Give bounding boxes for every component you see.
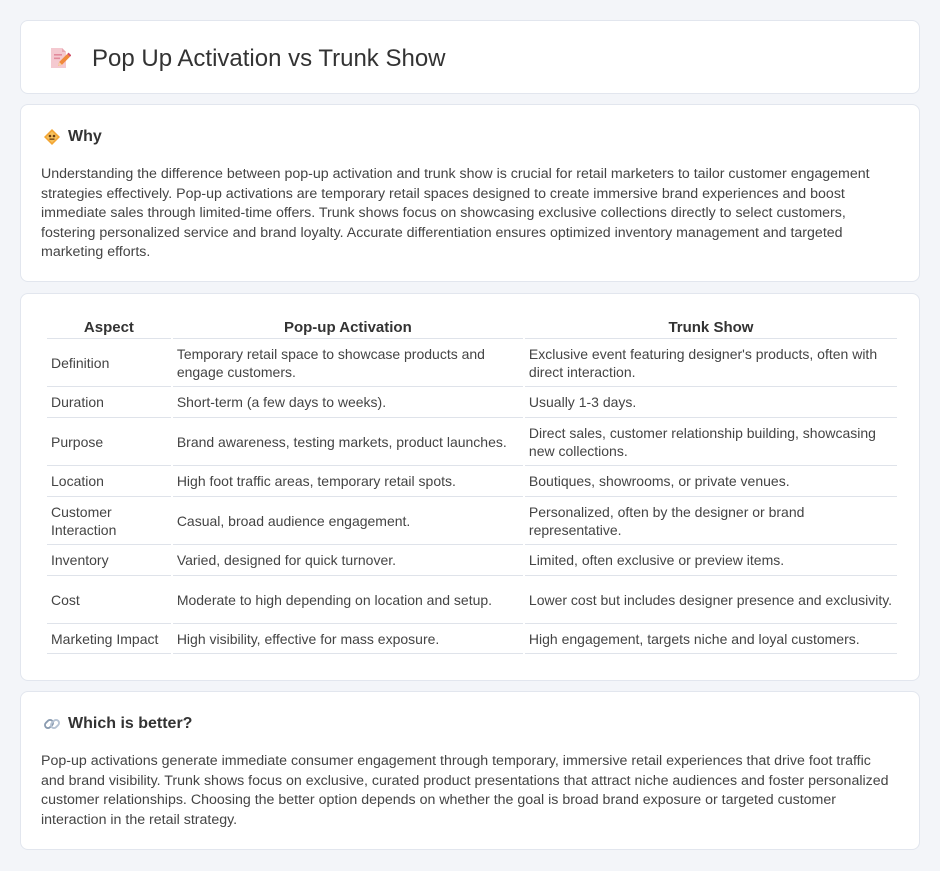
why-text: Understanding the difference between pop-up activation and trunk show is crucial for retail marketers to tailor customer engagement strategies effectively. Pop-up activations are temporary retail spaces designed to create immersive brand experiences and boost immediate sales through limited-time offers. Trunk shows focus on showcasing exclusive collections directly to select customers, fostering personalized service and brand loyalty. Accurate differentiation ensures optimized inventory management and targeted marketing efforts. [41, 166, 870, 260]
cell-aspect: Definition [47, 338, 171, 386]
cell-popup: Varied, designed for quick turnover. [173, 544, 523, 575]
cell-aspect: Duration [47, 386, 171, 417]
why-heading: Why [68, 128, 102, 145]
table-header-row [47, 316, 897, 338]
table-row [47, 496, 897, 544]
header-aspect: Aspect [83, 319, 134, 336]
table-row [47, 465, 897, 496]
why-section [20, 104, 920, 282]
cell-trunk: Boutiques, showrooms, or private venues. [525, 465, 897, 496]
which-is-better-section [20, 691, 920, 850]
table-row [47, 338, 897, 386]
cell-trunk: Personalized, often by the designer or brand representative. [525, 496, 897, 544]
table-row [47, 417, 897, 465]
cell-trunk: Usually 1-3 days. [525, 386, 897, 417]
cell-aspect: Marketing Impact [47, 623, 171, 654]
cell-popup: Brand awareness, testing markets, product launches. [173, 417, 523, 465]
cell-popup: Short-term (a few days to weeks). [173, 386, 523, 417]
table-row [47, 623, 897, 654]
header-popup: Pop-up Activation [283, 319, 412, 336]
cell-aspect: Customer Interaction [47, 496, 171, 544]
cell-trunk: Limited, often exclusive or preview items. [525, 544, 897, 575]
cell-popup: Casual, broad audience engagement. [173, 496, 523, 544]
cell-aspect: Location [47, 465, 171, 496]
cell-trunk: Lower cost but includes designer presence and exclusivity. [525, 575, 897, 623]
better-heading: Which is better? [68, 715, 193, 732]
cell-popup: Moderate to high depending on location and setup. [173, 575, 523, 623]
why-heading-row [43, 127, 102, 147]
better-text: Pop-up activations generate immediate consumer engagement through temporary, immersive retail experiences that drive foot traffic and brand visibility. Trunk shows focus on exclusive, curated product presentations that attract niche audiences and foster personalized customer relationships. Choosing the better option depends on whether the goal is broad brand exposure or targeted customer interaction in the retail strategy. [41, 753, 889, 828]
pencil-document-icon [47, 46, 71, 70]
cell-aspect: Purpose [47, 417, 171, 465]
page-title: Pop Up Activation vs Trunk Show [92, 45, 446, 72]
table-row [47, 386, 897, 417]
cell-popup: High foot traffic areas, temporary retail spots. [173, 465, 523, 496]
comparison-table [45, 316, 899, 654]
table-row [47, 544, 897, 575]
comparison-section [20, 293, 920, 681]
diamond-sign-icon [43, 128, 61, 146]
cell-popup: Temporary retail space to showcase products and engage customers. [173, 338, 523, 386]
better-heading-row [43, 714, 192, 734]
cell-aspect: Cost [47, 575, 171, 623]
cell-aspect: Inventory [47, 544, 171, 575]
header-trunk: Trunk Show [668, 319, 754, 336]
cell-trunk: Direct sales, customer relationship building, showcasing new collections. [525, 417, 897, 465]
cell-trunk: Exclusive event featuring designer's products, often with direct interaction. [525, 338, 897, 386]
table-row [47, 575, 897, 623]
link-icon [43, 715, 61, 733]
cell-popup: High visibility, effective for mass exposure. [173, 623, 523, 654]
title-card [20, 20, 920, 94]
cell-trunk: High engagement, targets niche and loyal customers. [525, 623, 897, 654]
